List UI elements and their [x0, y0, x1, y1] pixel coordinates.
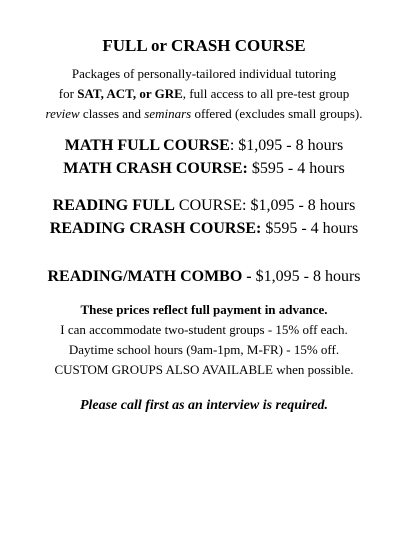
reading-math-combo — [0, 268, 408, 286]
math-full-course — [0, 137, 408, 155]
package-price: $595 - 4 hours — [247, 160, 345, 177]
intro-text: for — [58, 86, 78, 101]
package-name: READING/MATH COMBO - — [47, 268, 252, 285]
intro-text: classes and — [79, 106, 145, 121]
package-price: $595 - 4 hours — [261, 220, 359, 237]
page-title: FULL or CRASH COURSE — [102, 36, 306, 55]
intro-line-2 — [0, 86, 408, 102]
seminars-word: seminars — [144, 106, 192, 121]
math-crash-course — [0, 160, 408, 178]
test-names: SAT, ACT, or GRE — [77, 86, 183, 101]
package-price: $1,095 - 8 hours — [251, 268, 361, 285]
intro-text: offered (excludes small groups). — [191, 106, 363, 121]
package-name: READING FULL — [52, 197, 175, 214]
reading-full-course — [0, 197, 408, 215]
package-name: MATH CRASH COURSE: — [63, 160, 248, 177]
package-price: : $1,095 - 8 hours — [229, 137, 344, 154]
reading-crash-course — [0, 220, 408, 238]
package-name: MATH FULL COURSE — [64, 137, 230, 154]
group-discount-note: I can accommodate two-student groups - 15% off each. — [60, 322, 348, 337]
custom-groups-note: CUSTOM GROUPS ALSO AVAILABLE when possible. — [54, 362, 354, 377]
intro-line-3 — [0, 106, 408, 122]
intro-line-1: Packages of personally-tailored individual tutoring — [71, 66, 337, 81]
intro-text: , full access to all pre-test group — [182, 86, 350, 101]
payment-note: These prices reflect full payment in advance. — [80, 302, 328, 317]
package-name: READING CRASH COURSE: — [49, 220, 262, 237]
review-word: review — [45, 106, 80, 121]
daytime-discount-note: Daytime school hours (9am-1pm, M-FR) - 15% off. — [68, 342, 340, 357]
package-price: COURSE: $1,095 - 8 hours — [174, 197, 356, 214]
call-first-note: Please call first as an interview is required. — [79, 398, 329, 413]
